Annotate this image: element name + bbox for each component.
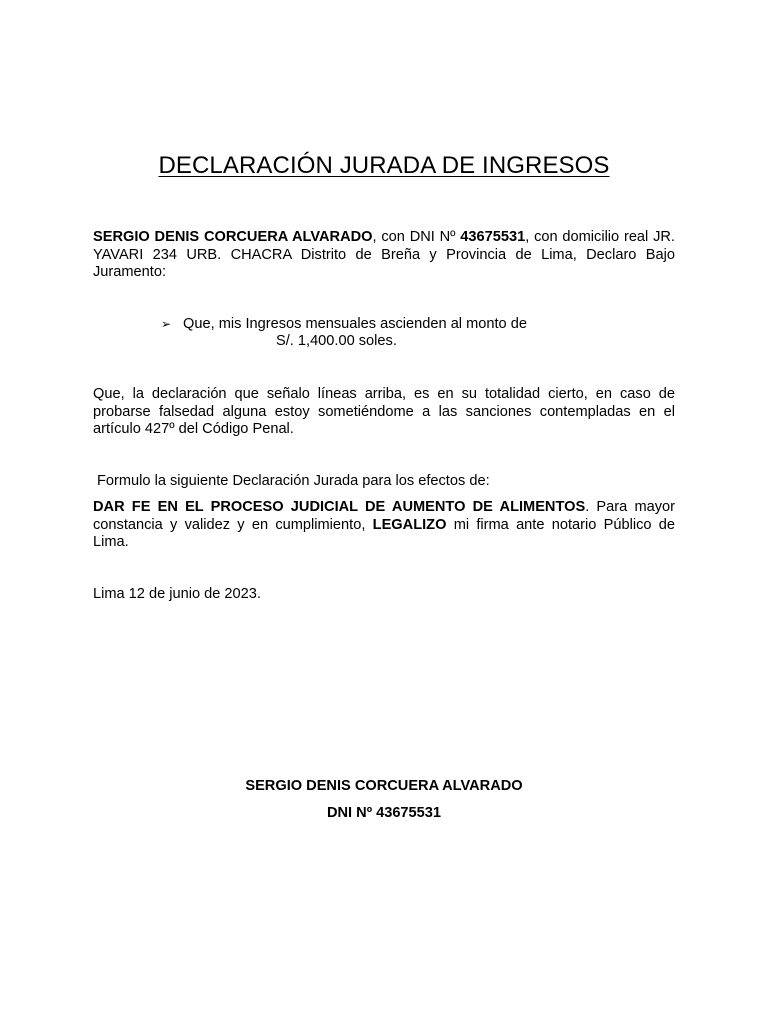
income-amount: S/. 1,400.00 soles. [276, 333, 397, 349]
declaration-paragraph: Que, la declaración que señalo líneas arriba, es en su totalidad cierto, en caso de probarse falsedad alguna estoy sometiéndome a las sanciones contempladas en el artículo 427º del Código Penal. [93, 386, 675, 437]
purpose-text-2: mi firma ante notario Público de Lima. [93, 516, 675, 550]
intro-text-1: , con DNI Nº [372, 229, 461, 245]
intro-text-2: , con domicilio real JR. YAVARI 234 URB. CHACRA Distrito de Breña y Provincia de Lima, Declaro Bajo Juramento: [93, 229, 675, 280]
arrowhead-bullet-icon: ➢ [161, 317, 172, 331]
purpose-intro: Formulo la siguiente Declaración Jurada para los efectos de: [97, 473, 490, 489]
document-title: DECLARACIÓN JURADA DE INGRESOS [158, 152, 610, 179]
intro-paragraph [93, 229, 675, 282]
signature-name: SERGIO DENIS CORCUERA ALVARADO [245, 778, 523, 794]
declarant-name: SERGIO DENIS CORCUERA ALVARADO [93, 229, 373, 245]
declarant-dni: 43675531 [460, 229, 526, 245]
purpose-bold-1: DAR FE EN EL PROCESO JUDICIAL DE AUMENTO DE ALIMENTOS [93, 499, 586, 515]
income-bullet [161, 316, 527, 334]
purpose-text-1: . Para mayor constancia y validez y en cumplimiento, [93, 499, 675, 533]
place-date: Lima 12 de junio de 2023. [93, 586, 261, 602]
signature-dni: DNI Nº 43675531 [326, 805, 442, 821]
income-bullet-line-1: Que, mis Ingresos mensuales ascienden al monto de [183, 316, 527, 332]
purpose-bold-2: LEGALIZO [372, 516, 447, 533]
purpose-paragraph [93, 499, 675, 552]
